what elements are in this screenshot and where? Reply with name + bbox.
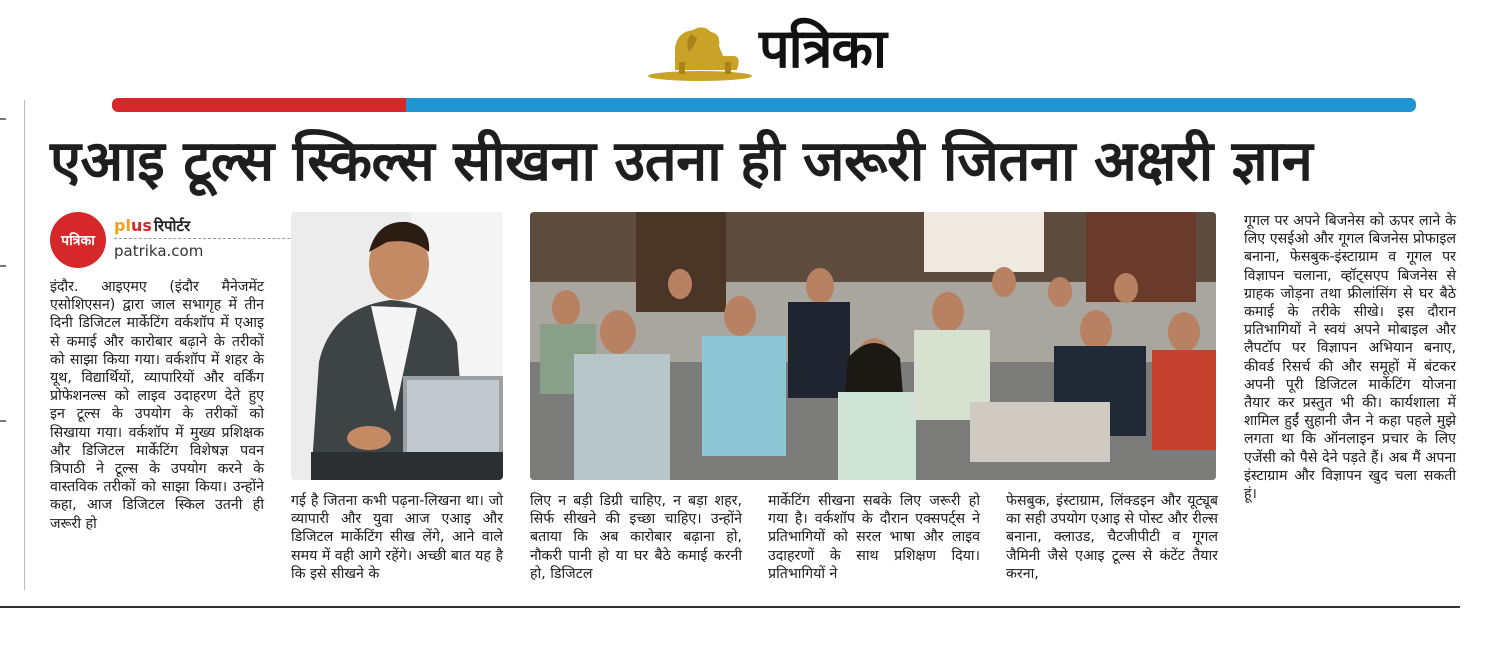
byline-role: रिपोर्टर xyxy=(154,217,191,235)
page-edge-line xyxy=(24,100,25,590)
workshop-audience-photo xyxy=(530,212,1216,480)
page-edge-mark xyxy=(0,265,6,267)
article-column-6: गूगल पर अपने बिजनेस को ऊपर लाने के लिए एसईओ और गूगल बिजनेस प्रोफाइल बनाना, फेसबुक-इंस्टाग्राम व गूगल पर विज्ञापन चलाना, व्हॉट्सएप बिजनेस से ग्राहक जोड़ना तथा फ्रीलांसिंग से घर बैठे कमाई के तरीके सीखे। इस दौरान प्रतिभागियों ने स्वयं अपने मोबाइल और लैपटॉप पर विज्ञापन अभियान बनाए, कीवर्ड रिसर्च की और समूहों में बंटकर अपनी पूरी डिजिटल मार्केटिंग योजना तैयार कर प्रस्तुत भी की। कार्यशाला में शामिल हुईं सुहानी जैन ने कहा पहले मुझे लगता था कि ऑनलाइन प्रचार के लिए एजेंसी को पैसे देने पड़ते हैं। अब मैं अपना इंस्टाग्राम और विज्ञापन खुद चला सकती हूं। xyxy=(1244,213,1456,503)
bottom-rule xyxy=(0,606,1460,608)
brand-name: पत्रिका xyxy=(759,17,886,80)
article-column-3: लिए न बड़ी डिग्री चाहिए, न बड़ा शहर, सिर्फ सीखने की इच्छा चाहिए। उन्होंने बताया कि अब कारोबार बढ़ाना हो, नौकरी पानी हो या घर बैठे कमाई करनी हो, डिजिटल xyxy=(530,493,742,582)
masthead xyxy=(645,14,935,84)
byline-plus-part-a: pl xyxy=(114,216,131,235)
article-column-5: फेसबुक, इंस्टाग्राम, लिंक्डइन और यूट्यूब का सही उपयोग एआइ से पोस्ट और रील्स बनाना, क्लाउड, चैटजीपीटी व गूगल जैमिनी जैसे एआइ टूल्स से कंटेंट तैयार करना, xyxy=(1006,493,1218,582)
byline-logo: पत्रिका xyxy=(50,212,106,268)
byline-plus-part-b: us xyxy=(130,216,152,235)
article-column-4: मार्केटिंग सीखना सबके लिए जरूरी हो गया है। वर्कशॉप के दौरान एक्सपर्ट्स ने प्रतिभागियों को सरल भाषा और लाइव उदाहरणों के साथ प्रशिक्षण दिया। प्रतिभागियों ने xyxy=(768,493,980,582)
speaker-photo-icon xyxy=(291,212,503,480)
workshop-audience-photo-icon xyxy=(530,212,1216,480)
article-column-1: इंदौर. आइएमए (इंदौर मैनेजमेंट एसोशिएसन) द्वारा जाल सभागृह में तीन दिनी डिजिटल मार्केटिंग वर्कशॉप में एआइ से कमाई और कारोबार बढ़ाने के तरीकों को साझा किया गया। वर्कशॉप में शहर के यूथ, विद्यार्थियों, व्यापारियों और वर्किंग प्रोफेशनल्स को लाइव उदाहरण देते हुए इन टूल्स के उपयोग के तरीकों को सिखाया गया। वर्कशॉप में मुख्य प्रशिक्षक और डिजिटल मार्केटिंग विशेषज्ञ पवन त्रिपाठी ने टूल्स के उपयोग करने के वास्तविक तरीकों को साझा किया। उन्होंने कहा, आज डिजिटल स्किल उतनी ही जरूरी हो xyxy=(50,279,264,532)
lion-logo-icon xyxy=(645,18,755,82)
byline xyxy=(50,212,270,272)
byline-site: patrika.com xyxy=(114,242,204,260)
speaker-photo xyxy=(291,212,503,480)
page-edge-mark xyxy=(0,420,6,422)
byline-plus-label xyxy=(114,216,152,235)
page-edge-mark xyxy=(0,118,6,120)
headline: एआइ टूल्स स्किल्स सीखना उतना ही जरूरी जितना अक्षरी ज्ञान xyxy=(50,129,1313,194)
byline-divider xyxy=(114,238,310,239)
article-column-2: गई है जितना कभी पढ़ना-लिखना था। जो व्यापारी और युवा आज एआइ और डिजिटल मार्केटिंग सीख लेंगे, आने वाले समय में वही आगे रहेंगे। अच्छी बात यह है कि इसे सीखने के xyxy=(291,493,503,582)
header-band-red xyxy=(112,98,412,112)
header-band-blue xyxy=(406,98,1416,112)
